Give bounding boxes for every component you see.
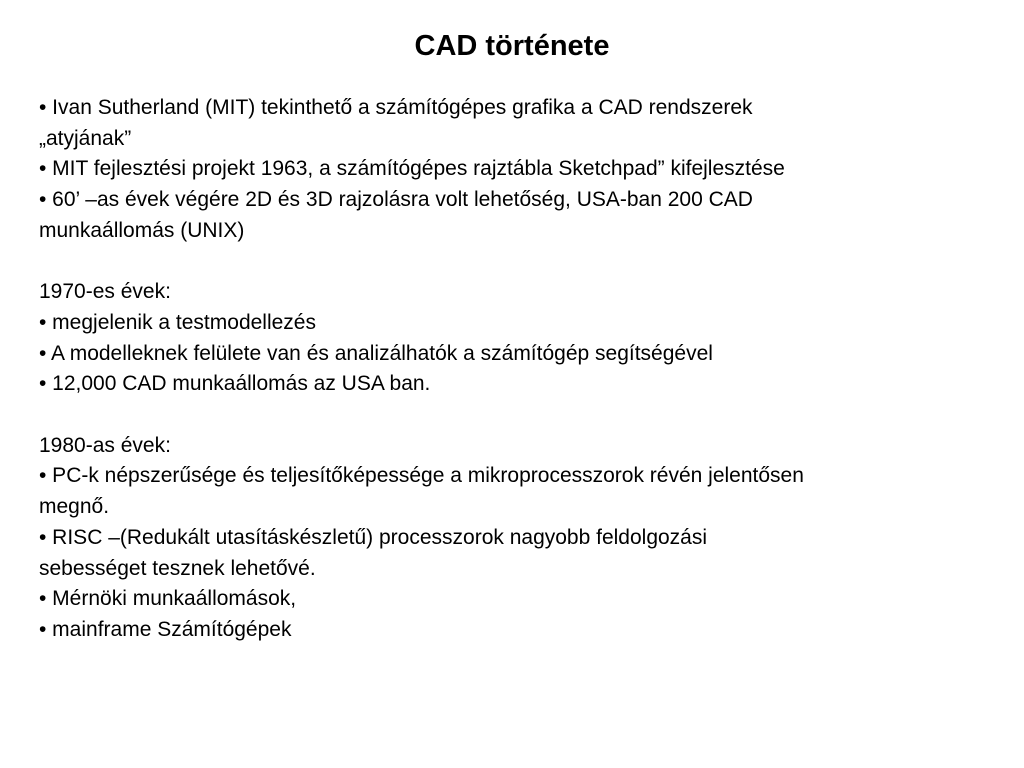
intro-section: [39, 93, 989, 247]
bullet-line: • 12,000 CAD munkaállomás az USA ban.: [39, 372, 431, 396]
bullet-line: • megjelenik a testmodellezés: [39, 310, 316, 334]
bullet-line: • Mérnöki munkaállomások,: [39, 587, 297, 611]
slide-title: CAD története: [414, 30, 610, 62]
section-heading: 1980-as évek:: [39, 433, 171, 457]
bullet-line: megnő.: [39, 495, 110, 519]
bullet-line: „atyjának”: [39, 126, 132, 150]
bullet-line: • MIT fejlesztési projekt 1963, a számítógépes rajztábla Sketchpad” kifejlesztése: [39, 157, 785, 181]
bullet-line: • RISC –(Redukált utasításkészletű) processzorok nagyobb feldolgozási: [39, 525, 708, 549]
bullet-line: sebességet tesznek lehetővé.: [39, 556, 316, 580]
bullet-line: • A modelleknek felülete van és analizálhatók a számítógép segítségével: [39, 341, 713, 365]
section-heading: 1970-es évek:: [39, 280, 171, 304]
bullet-line: • Ivan Sutherland (MIT) tekinthető a számítógépes grafika a CAD rendszerek: [39, 96, 753, 119]
slide-body: [39, 93, 989, 646]
paragraph-gap: [39, 400, 989, 431]
paragraph-gap: [39, 247, 989, 278]
bullet-line: munkaállomás (UNIX): [39, 218, 245, 242]
bullet-line: • mainframe Számítógépek: [39, 617, 292, 641]
section-1980s: [39, 431, 989, 646]
bullet-line: • PC-k népszerűsége és teljesítőképessége a mikroprocesszorok révén jelentősen: [39, 464, 804, 488]
section-1970s: [39, 277, 989, 400]
bullet-line: • 60’ –as évek végére 2D és 3D rajzolásra volt lehetőség, USA-ban 200 CAD: [39, 188, 753, 212]
